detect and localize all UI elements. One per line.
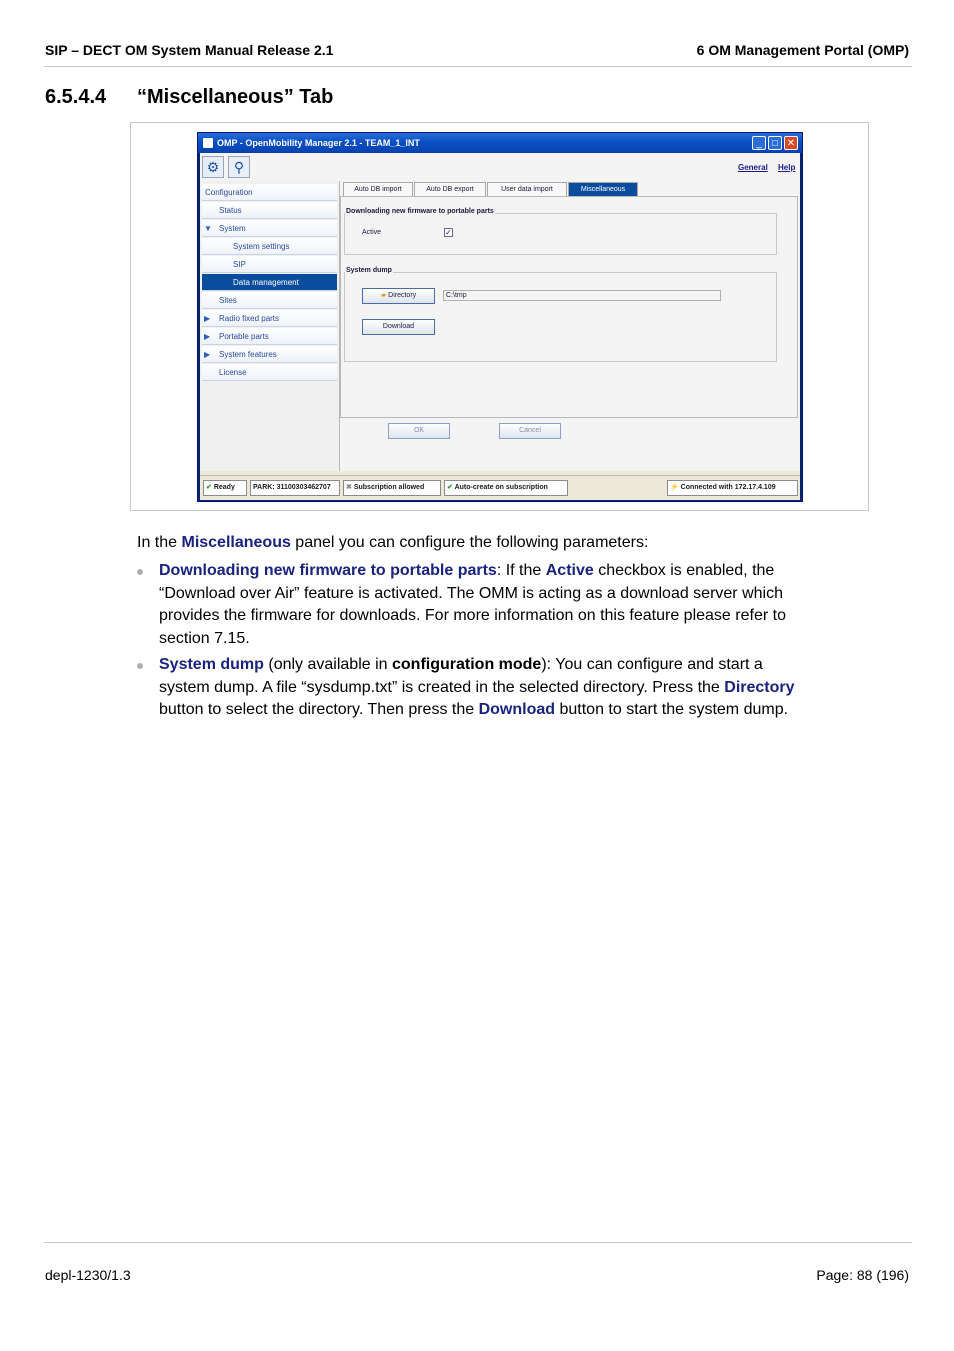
nav-label: License bbox=[219, 368, 247, 377]
active-checkbox[interactable]: ✓ bbox=[445, 228, 452, 237]
nav-label: SIP bbox=[233, 260, 246, 269]
general-link[interactable]: General bbox=[738, 163, 768, 172]
bullet-dot bbox=[137, 663, 143, 669]
section-title: “Miscellaneous” Tab bbox=[137, 86, 334, 108]
tab-user-data-import[interactable]: User data import bbox=[487, 182, 567, 196]
nav-status[interactable] bbox=[202, 202, 337, 219]
keyword-download: Download bbox=[478, 701, 556, 718]
intro-text: In the bbox=[137, 534, 182, 551]
bullet-system-dump bbox=[159, 654, 879, 722]
nav-label: Data management bbox=[233, 278, 299, 287]
firmware-group bbox=[344, 213, 777, 255]
system-dump-group-title: System dump bbox=[346, 267, 392, 274]
minimize-icon[interactable]: _ bbox=[752, 136, 766, 150]
firmware-group-title: Downloading new firmware to portable parts bbox=[346, 208, 494, 215]
download-button[interactable]: Download bbox=[362, 319, 435, 335]
header-doc-title: SIP – DECT OM System Manual Release 2.1 bbox=[45, 42, 334, 58]
status-park: PARK: 31100303462707 bbox=[250, 480, 340, 496]
close-icon[interactable]: ✕ bbox=[784, 136, 798, 150]
directory-button[interactable] bbox=[362, 288, 435, 304]
bullet2-line3: button to select the directory. Then press the bbox=[159, 701, 479, 718]
chevron-right-icon[interactable]: ▶ bbox=[204, 314, 211, 323]
footer-rule bbox=[44, 1242, 912, 1243]
directory-path-field[interactable]: C:\tmp bbox=[443, 290, 721, 301]
bullet-firmware bbox=[159, 560, 879, 650]
nav-configuration[interactable] bbox=[202, 184, 337, 201]
nav-label: Portable parts bbox=[219, 332, 269, 341]
tab-auto-db-import[interactable]: Auto DB import bbox=[343, 182, 413, 196]
keyword-active: Active bbox=[545, 562, 594, 579]
status-auto-create-text: Auto-create on subscription bbox=[454, 484, 548, 491]
active-label: Active bbox=[362, 229, 382, 236]
check-icon: ✔ bbox=[447, 484, 453, 491]
nav-radio-fixed-parts[interactable] bbox=[202, 310, 337, 327]
help-link[interactable]: Help bbox=[778, 163, 796, 172]
nav-system[interactable] bbox=[202, 220, 337, 237]
status-connection-text: Connected with 172.17.4.109 bbox=[680, 484, 776, 491]
bullet2-line3-end: button to start the system dump. bbox=[555, 701, 789, 718]
header-chapter-title: 6 OM Management Portal (OMP) bbox=[696, 42, 909, 58]
bullet2-line2: system dump. A file “sysdump.txt” is created in the selected directory. Press the bbox=[159, 678, 725, 696]
app-icon bbox=[203, 138, 213, 148]
intro-paragraph bbox=[137, 532, 648, 555]
nav-label: Configuration bbox=[205, 188, 253, 197]
directory-button-label: Directory bbox=[388, 292, 417, 299]
keyword-miscellaneous: Miscellaneous bbox=[181, 534, 291, 551]
cross-icon: ✖ bbox=[346, 484, 352, 491]
gear-icon[interactable]: ⚙ bbox=[202, 156, 224, 178]
nav-label: System bbox=[219, 224, 246, 233]
maximize-icon[interactable]: □ bbox=[768, 136, 782, 150]
content-panel bbox=[340, 181, 800, 471]
ok-button[interactable]: OK bbox=[388, 423, 450, 439]
bullet-dot bbox=[137, 569, 143, 575]
nav-portable-parts[interactable] bbox=[202, 328, 337, 345]
bullet1-line2: “Download over Air” feature is activated. The OMM is acting as a download server which bbox=[159, 584, 783, 602]
tab-pane-miscellaneous bbox=[340, 196, 798, 418]
window-titlebar bbox=[198, 133, 802, 153]
nav-system-features[interactable] bbox=[202, 346, 337, 363]
nav-label: Status bbox=[219, 206, 242, 215]
window-title: OMP - OpenMobility Manager 2.1 - TEAM_1_INT bbox=[217, 138, 420, 148]
status-ready-text: Ready bbox=[213, 484, 235, 491]
chevron-down-icon[interactable]: ▼ bbox=[204, 224, 212, 233]
keyword-downloading-firmware: Downloading new firmware to portable parts bbox=[159, 562, 497, 579]
footer-doc-id: depl-1230/1.3 bbox=[45, 1267, 131, 1283]
search-icon[interactable]: ⚲ bbox=[228, 156, 250, 178]
check-icon: ✔ bbox=[206, 484, 212, 491]
status-subscription-text: Subscription allowed bbox=[353, 484, 425, 491]
keyword-directory: Directory bbox=[724, 678, 795, 696]
window-client bbox=[200, 153, 800, 499]
system-dump-group bbox=[344, 272, 777, 362]
chevron-right-icon[interactable]: ▶ bbox=[204, 332, 211, 341]
nav-label: Sites bbox=[219, 296, 237, 305]
nav-sip[interactable] bbox=[202, 256, 337, 273]
bullet1-line4: section 7.15. bbox=[159, 629, 250, 647]
nav-system-settings[interactable] bbox=[202, 238, 337, 255]
nav-label: System features bbox=[219, 350, 277, 359]
status-ready bbox=[203, 480, 247, 496]
keyword-system-dump: System dump bbox=[159, 656, 264, 673]
omp-window bbox=[197, 132, 803, 502]
nav-label: Radio fixed parts bbox=[219, 314, 280, 323]
header-rule bbox=[44, 66, 912, 67]
footer-page-number: Page: 88 (196) bbox=[816, 1267, 909, 1283]
status-auto-create bbox=[444, 480, 568, 496]
section-heading bbox=[45, 86, 333, 109]
bullet1-text-end: checkbox is enabled, the bbox=[593, 562, 775, 579]
section-number: 6.5.4.4 bbox=[45, 86, 107, 108]
nav-sites[interactable] bbox=[202, 292, 337, 309]
nav-data-management[interactable] bbox=[202, 274, 337, 291]
chevron-right-icon[interactable]: ▶ bbox=[204, 350, 211, 359]
bullet2-text: (only available in bbox=[263, 656, 392, 673]
folder-icon: ▰ bbox=[380, 292, 387, 299]
status-connection bbox=[667, 480, 798, 496]
tab-miscellaneous[interactable]: Miscellaneous bbox=[568, 182, 638, 196]
toolbar bbox=[200, 153, 800, 182]
nav-label: System settings bbox=[233, 242, 290, 251]
keyword-configuration-mode: configuration mode bbox=[392, 656, 542, 673]
left-navigation bbox=[200, 181, 340, 471]
intro-text-end: panel you can configure the following parameters: bbox=[290, 534, 649, 551]
cancel-button[interactable]: Cancel bbox=[499, 423, 561, 439]
status-bar bbox=[200, 475, 800, 500]
bullet2-text-end: ): You can configure and start a bbox=[541, 656, 763, 673]
status-subscription bbox=[343, 480, 441, 496]
plug-icon: ⚡ bbox=[670, 484, 679, 491]
nav-license[interactable] bbox=[202, 364, 337, 381]
bullet1-text: : If the bbox=[496, 562, 546, 579]
tab-auto-db-export[interactable]: Auto DB export bbox=[414, 182, 486, 196]
bullet1-line3: provides the firmware for downloads. For more information on this feature please refer to bbox=[159, 607, 786, 624]
